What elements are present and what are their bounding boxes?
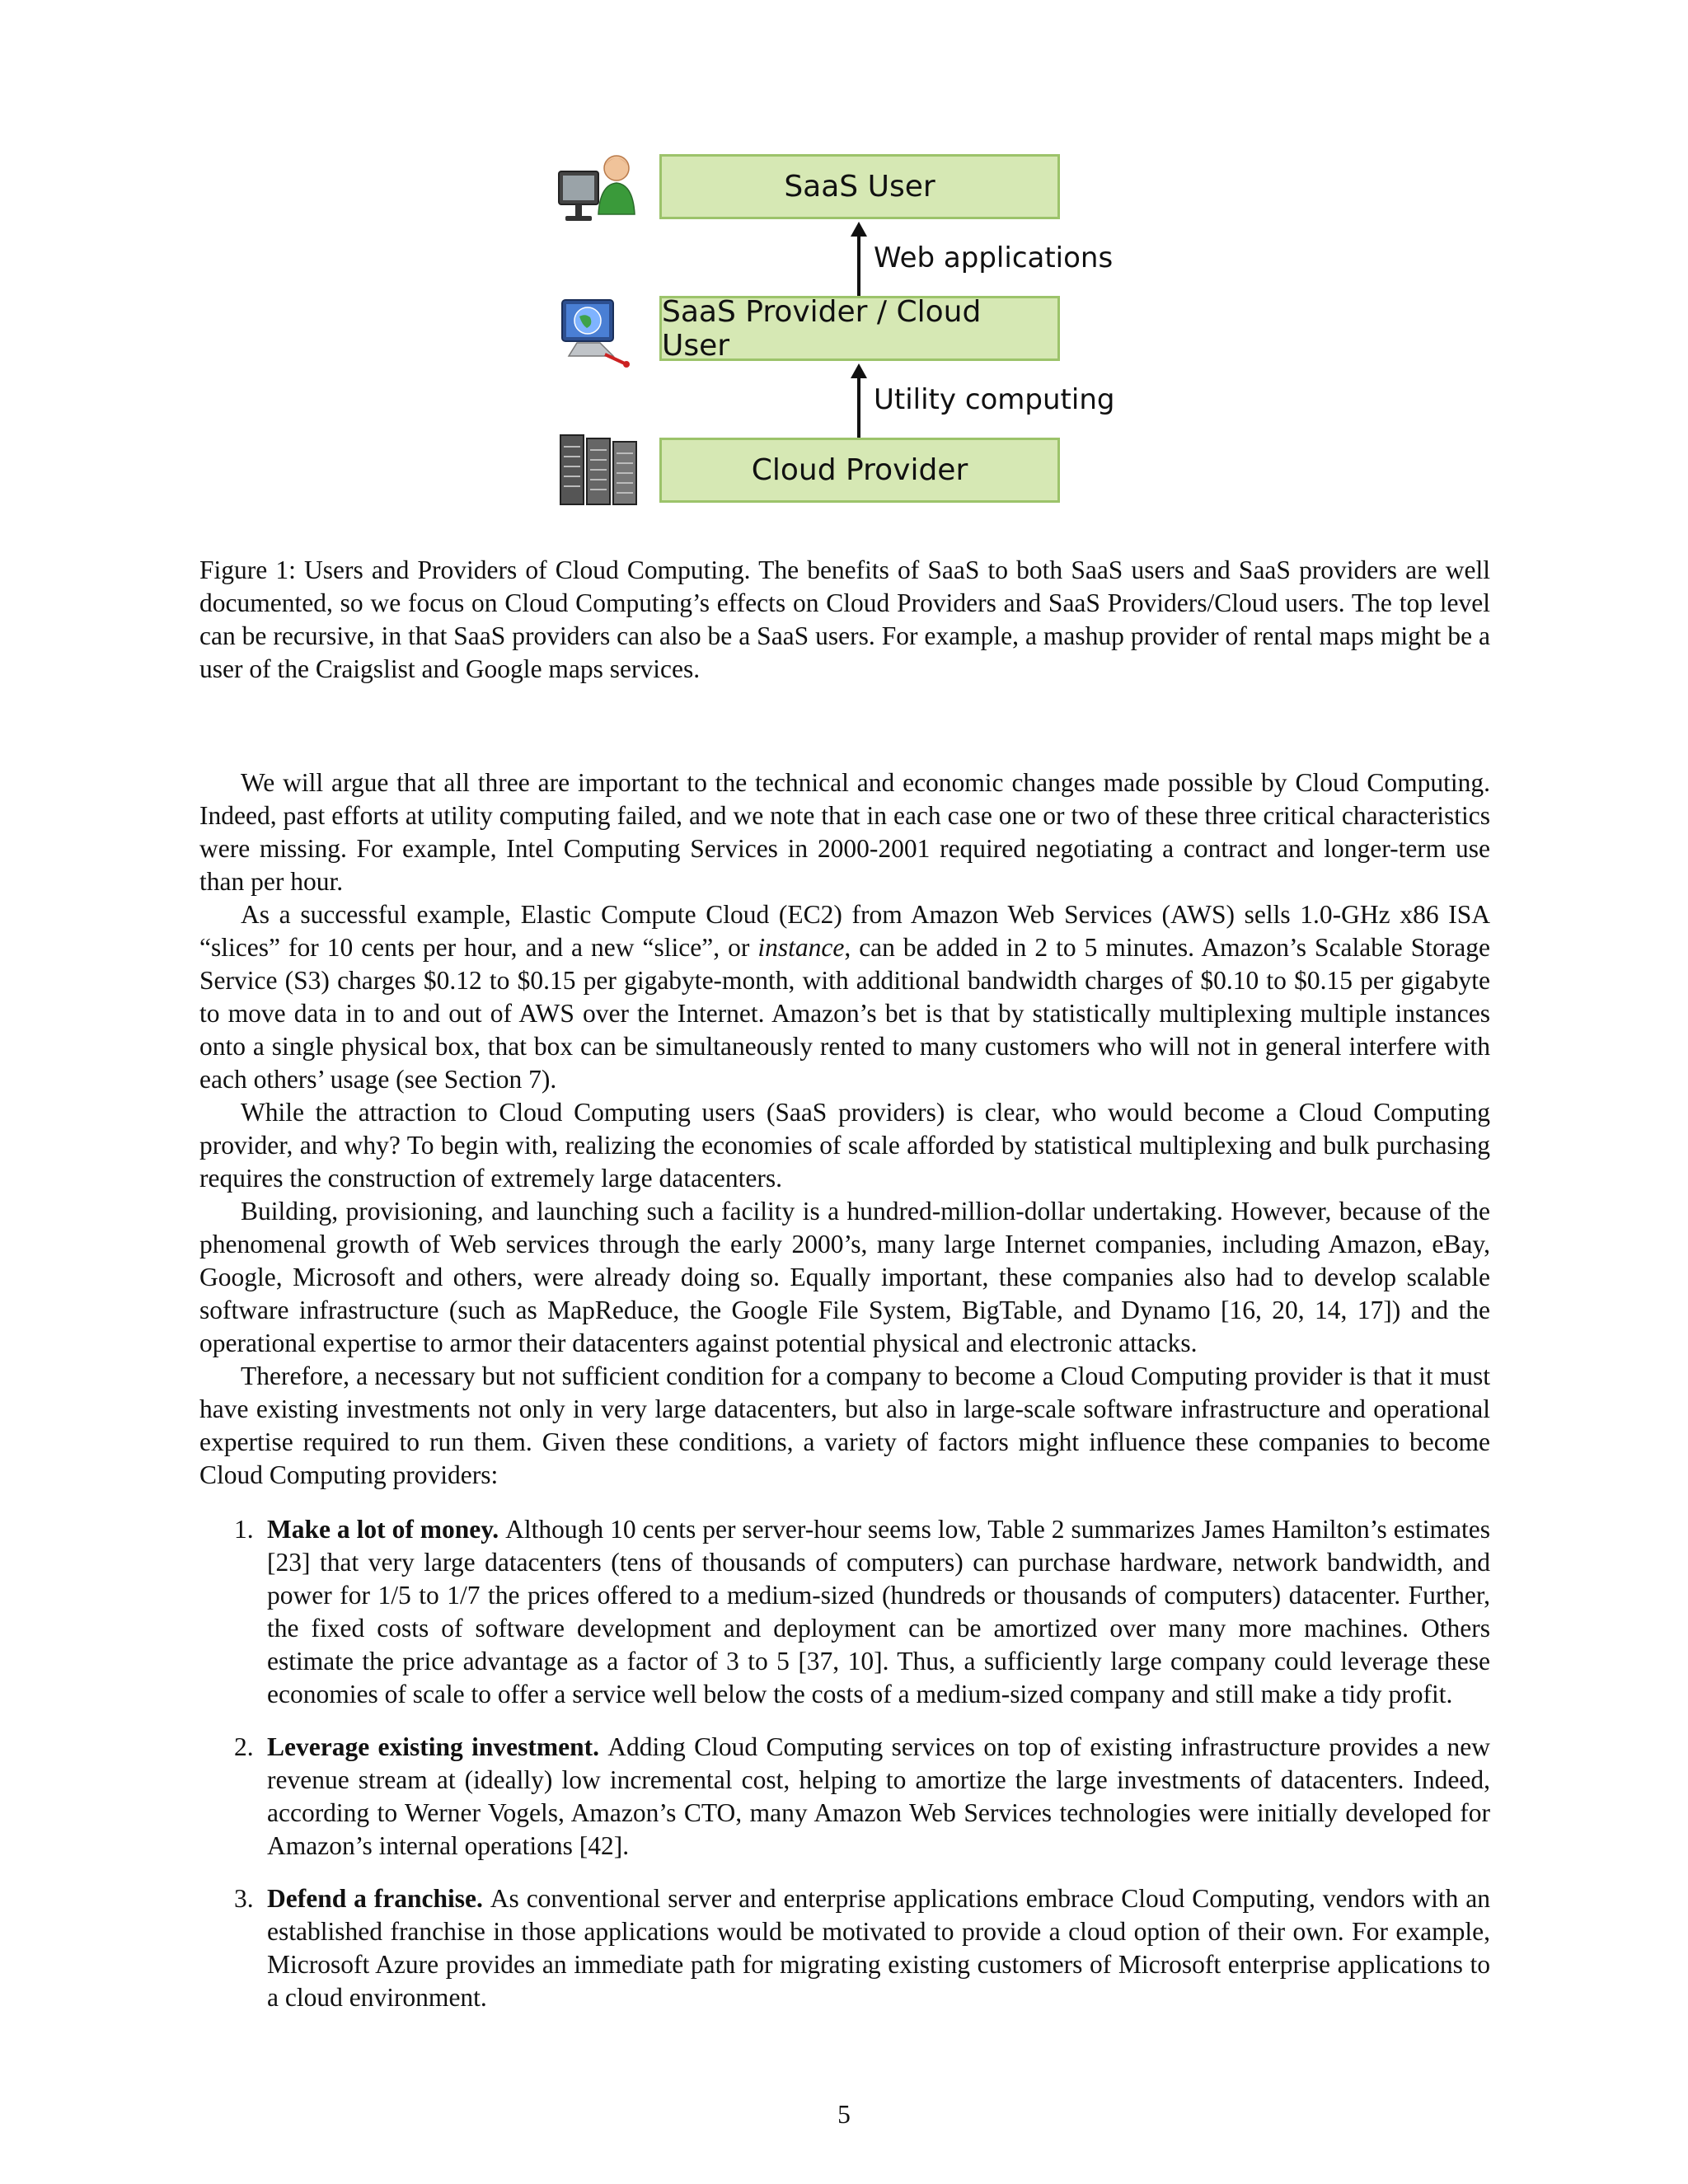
paragraph-ec2-italic: instance — [757, 933, 845, 962]
list-item — [199, 1882, 1490, 2014]
utility-computing-label: Utility computing — [874, 383, 1115, 416]
paragraph: We will argue that all three are important to the technical and economic changes made possible by Cloud Computing. Indeed, past efforts at utility computing failed, and we note that in each case one or two of these three critical characteristics were missing. For example, Intel Computing Services in 2000-2001 required negotiating a contract and longer-term use than per hour. — [199, 768, 1490, 896]
body-text — [199, 766, 1490, 2034]
paragraph: Therefore, a necessary but not sufficient condition for a company to become a Cloud Computing provider is that it must have existing investments not only in very large datacenters, but also in large-scale software infrastructure and operational expertise required to run them. Given these conditions, a variety of factors might influence these companies to become Cloud Computing providers: — [199, 1361, 1490, 1489]
list-item-title: Leverage existing investment. — [267, 1732, 608, 1761]
list-number: 1. — [234, 1515, 254, 1544]
saas-user-box: SaaS User — [659, 154, 1060, 219]
list-number: 2. — [234, 1732, 254, 1761]
paragraph-ec2-before: As a successful example, Elastic Compute Cloud (EC2) from Amazon Web Services (AWS) sells 1.0-GHz x86 ISA “slices” for 10 cents per hour, and a new “slice”, or — [199, 900, 1490, 962]
paragraph: While the attraction to Cloud Computing users (SaaS providers) is clear, who would become a Cloud Computing provider, and why? To begin with, realizing the economies of scale afforded by statistical multiplexing and bulk purchasing requires the construction of extremely large datacenters. — [199, 1098, 1490, 1193]
utility-computing-arrow — [857, 375, 860, 438]
user-computer-icon — [552, 148, 643, 231]
web-applications-label: Web applications — [874, 241, 1114, 274]
globe-monitor-icon — [552, 288, 643, 371]
paragraph-ec2 — [199, 898, 1490, 1096]
list-item-title: Make a lot of money. — [267, 1515, 506, 1544]
paragraph: Building, provisioning, and launching such a facility is a hundred-million-dollar undertaking. However, because of the phenomenal growth of Web services through the early 2000’s, many large Internet companies, including Amazon, eBay, Google, Microsoft and others, were already doing so. Equally important, these companies also had to develop scalable software infrastructure (such as MapReduce, the Google File System, BigTable, and Dynamo [16, 20, 14, 17]) and the operational expertise to armor their datacenters against potential physical and electronic attacks. — [199, 1197, 1490, 1357]
cloud-provider-box: Cloud Provider — [659, 438, 1060, 503]
list-item — [199, 1731, 1490, 1863]
list-item-text: Adding Cloud Computing services on top of existing infrastructure provides a new revenue stream at (ideally) low incremental cost, helping to amortize the large investments of datacenters. Indeed, according to Werner Vogels, Amazon’s CTO, many Amazon Web Services technologies were initially developed for Amazon’s internal operations [42]. — [267, 1732, 1491, 1860]
server-rack-icon — [552, 429, 643, 511]
web-applications-arrow — [857, 233, 860, 296]
page-number: 5 — [837, 2100, 851, 2129]
list-item-title: Defend a franchise. — [267, 1884, 490, 1913]
list-item-text: As conventional server and enterprise applications embrace Cloud Computing, vendors with an established franchise in those applications would be motivated to provide a cloud option of their own. For example, Microsoft Azure provides an immediate path for migrating existing customers of Microsoft enterprise applications to a cloud environment. — [267, 1884, 1490, 2012]
list-item — [199, 1513, 1490, 1711]
figure-caption: Figure 1: Users and Providers of Cloud Computing. The benefits of SaaS to both SaaS users and SaaS providers are well documented, so we focus on Cloud Computing’s effects on Cloud Providers and SaaS Providers/Cloud users. The top level can be recursive, in that SaaS providers can also be a SaaS users. For example, a mashup provider of rental maps might be a user of the Craigslist and Google maps services. — [199, 555, 1490, 683]
paragraph-ec2-after: , can be added in 2 to 5 minutes. Amazon’s Scalable — [844, 933, 1411, 962]
cloud-computing-diagram — [536, 144, 1129, 523]
factors-list — [199, 1513, 1490, 2014]
saas-provider-box: SaaS Provider / Cloud User — [659, 296, 1060, 361]
list-number: 3. — [234, 1884, 254, 1913]
list-item-text: Although 10 cents per server-hour seems low, Table 2 summarizes James Hamilton’s estimates [23] that very large datacenters (tens of thousands of computers) can purchase hardware, network bandwidth, and power for 1/5 to 1/7 the prices offered to a medium-sized (hundreds or thousands of computers) datacenter. Further, the fixed costs of software development and deployment can be amortized over many more machines. Others estimate the price advantage as a factor of 3 to 5 [37, 10]. Thus, a sufficiently large company could leverage these economies of scale to offer a service well below the costs of a medium-sized company and still make a tidy profit. — [267, 1515, 1490, 1708]
paragraph-ec2-cont: Storage Service (S3) charges $0.12 to $0.15 per gigabyte-month, with additional bandwidth charges of $0.10 to $0.15 per gigabyte to move data in to and out of AWS over the Internet. Amazon’s bet is that by statistically multiplexing multiple instances onto a single physical box, that box can be simultaneously rented to many customers who will not in general interfere with each others’ usage (see Section 7). — [199, 933, 1490, 1094]
